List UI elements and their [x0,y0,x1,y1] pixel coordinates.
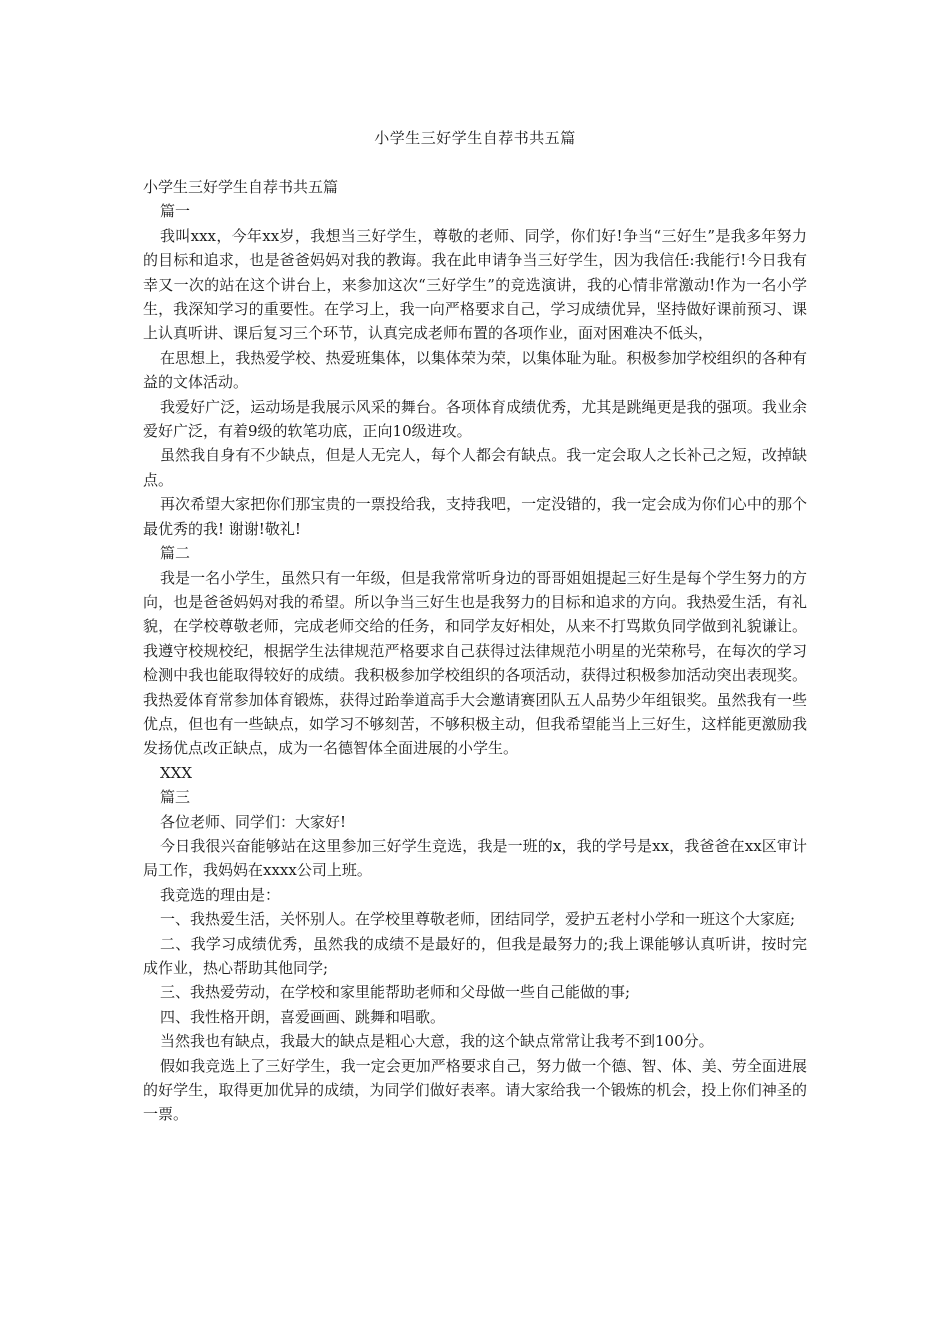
paragraph: 当然我也有缺点，我最大的缺点是粗心大意，我的这个缺点常常让我考不到100分。 [160,1032,714,1051]
paragraph: 一、我热爱生活，关怀别人。在学校里尊敬老师，团结同学，爱护五老村小学和一班这个大家庭; [160,910,796,929]
paragraph: 我叫xxx，今年xx岁，我想当三好学生，尊敬的老师、同学，你们好!争当“三好生”是我多年努力的目标和追求，也是爸爸妈妈对我的教诲。我在此申请争当三好学生，因为我信任:我能行!今日我有幸又一次的站在这个讲台上，来参加这次“三好学生”的竞选演讲，我的心情非常激动!作为一名小学生，我深知学习的重要性。在学习上，我一向严格要求自己，学习成绩优异，坚持做好课前预习、课上认真听讲、课后复习三个环节，认真完成老师布置的各项作业，面对困难决不低头， [143,226,807,343]
paragraph: 再次希望大家把你们那宝贵的一票投给我，支持我吧，一定没错的，我一定会成为你们心中的那个最优秀的我! 谢谢!敬礼! [143,495,807,538]
section-heading-3: 篇三 [160,788,191,807]
paragraph: 虽然我自身有不少缺点，但是人无完人，每个人都会有缺点。我一定会取人之长补己之短，改掉缺点。 [143,446,807,489]
document-body [143,175,807,1127]
paragraph: 我是一名小学生，虽然只有一年级，但是我常常听身边的哥哥姐姐提起三好生是每个学生努力的方向，也是爸爸妈妈对我的希望。所以争当三好生也是我努力的目标和追求的方向。我热爱生活，有礼貌，在学校尊敬老师，完成老师交给的任务，和同学友好相处，从来不打骂欺负同学做到礼貌谦让。我遵守校规校纪，根据学生法律规范严格要求自己获得过法律规范小明星的光荣称号，在每次的学习检测中我也能取得较好的成绩。我积极参加学校组织的各项活动，获得过积极参加活动突出表现奖。我热爱体育常参加体育锻炼，获得过跆拳道高手大会邀请赛团队五人品势少年组银奖。虽然我有一些优点，但也有一些缺点，如学习不够刻苦，不够积极主动，但我希望能当上三好生，这样能更激励我发扬优点改正缺点，成为一名德智体全面进展的小学生。 [143,568,807,758]
signature-text: XXX [160,763,193,782]
document-title: 小学生三好学生自荐书共五篇 [374,129,576,147]
paragraph: 在思想上，我热爱学校、热爱班集体，以集体荣为荣，以集体耻为耻。积极参加学校组织的各种有益的文体活动。 [143,348,807,392]
paragraph: 三、我热爱劳动，在学校和家里能帮助老师和父母做一些自己能做的事; [160,983,631,1002]
section-heading-1: 篇一 [160,202,191,221]
paragraph: 二、我学习成绩优秀，虽然我的成绩不是最好的，但我是最努力的;我上课能够认真听讲，按时完成作业，热心帮助其他同学; [143,934,807,977]
section-heading-2: 篇二 [160,544,191,563]
paragraph: 今日我很兴奋能够站在这里参加三好学生竞选，我是一班的x，我的学号是xx，我爸爸在xx区审计局工作，我妈妈在xxxx公司上班。 [143,836,807,880]
paragraph: 四、我性格开朗，喜爱画画、跳舞和唱歌。 [160,1007,446,1026]
paragraph: 我爱好广泛，运动场是我展示风采的舞台。各项体育成绩优秀，尤其是跳绳更是我的强项。我业余爱好广泛，有着9级的软笔功底，正向10级进攻。 [143,397,807,441]
paragraph: 我竞选的理由是： [160,885,281,904]
paragraph: 各位老师、同学们：大家好! [160,812,347,831]
document-subtitle: 小学生三好学生自荐书共五篇 [143,178,339,196]
paragraph: 假如我竞选上了三好学生，我一定会更加严格要求自己，努力做一个德、智、体、美、劳全面进展的好学生，取得更加优异的成绩，为同学们做好表率。请大家给我一个锻炼的机会，投上你们神圣的一票。 [143,1056,807,1124]
